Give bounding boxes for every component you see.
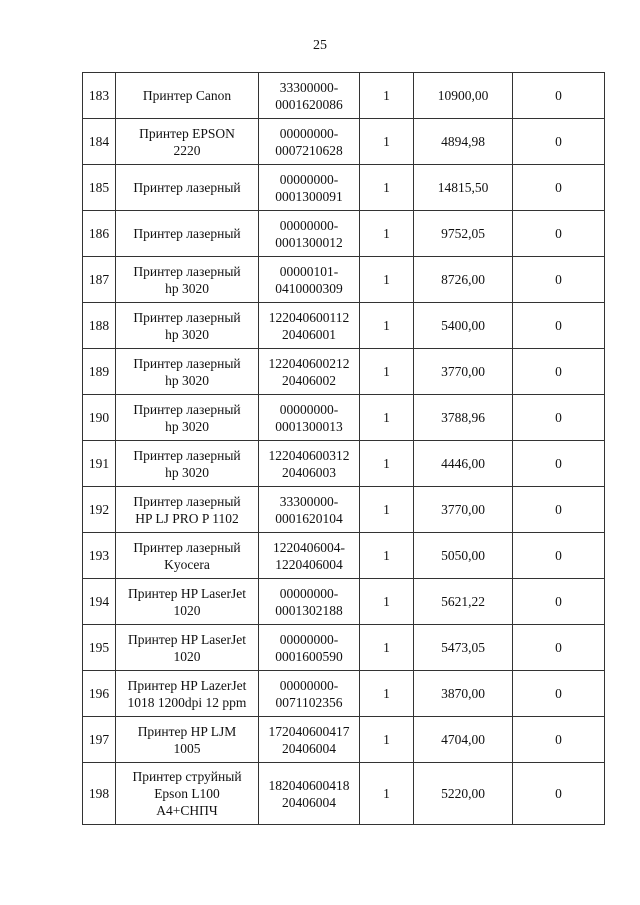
inventory-code-cell: 00000000- 0001600590: [259, 625, 360, 671]
inventory-code-cell: 33300000- 0001620104: [259, 487, 360, 533]
quantity-cell: 1: [360, 625, 414, 671]
row-number-cell: 196: [83, 671, 116, 717]
quantity-cell: 1: [360, 119, 414, 165]
table-row: [83, 73, 605, 119]
row-number-cell: 194: [83, 579, 116, 625]
cost-cell: 3770,00: [414, 487, 513, 533]
row-number-cell: 186: [83, 211, 116, 257]
table-row: [83, 349, 605, 395]
table-row: [83, 211, 605, 257]
inventory-code-cell: 00000101- 0410000309: [259, 257, 360, 303]
cost-cell: 4704,00: [414, 717, 513, 763]
quantity-cell: 1: [360, 671, 414, 717]
inventory-code-cell: 122040600112 20406001: [259, 303, 360, 349]
residual-value-cell: 0: [513, 165, 605, 211]
residual-value-cell: 0: [513, 441, 605, 487]
row-number-cell: 198: [83, 763, 116, 825]
item-name-cell: Принтер лазерный hp 3020: [116, 349, 259, 395]
residual-value-cell: 0: [513, 671, 605, 717]
inventory-code-cell: 122040600212 20406002: [259, 349, 360, 395]
residual-value-cell: 0: [513, 763, 605, 825]
residual-value-cell: 0: [513, 395, 605, 441]
page-number: 25: [313, 38, 327, 53]
table-row: [83, 625, 605, 671]
inventory-code-cell: 1220406004- 1220406004: [259, 533, 360, 579]
row-number-cell: 193: [83, 533, 116, 579]
quantity-cell: 1: [360, 349, 414, 395]
quantity-cell: 1: [360, 395, 414, 441]
item-name-cell: Принтер лазерный: [116, 165, 259, 211]
inventory-code-cell: 00000000- 0001300012: [259, 211, 360, 257]
inventory-code-cell: 182040600418 20406004: [259, 763, 360, 825]
table-row: [83, 257, 605, 303]
cost-cell: 5621,22: [414, 579, 513, 625]
row-number-cell: 195: [83, 625, 116, 671]
inventory-code-cell: 00000000- 0001300091: [259, 165, 360, 211]
row-number-cell: 190: [83, 395, 116, 441]
inventory-table-body: [83, 73, 605, 825]
residual-value-cell: 0: [513, 717, 605, 763]
table-row: [83, 717, 605, 763]
residual-value-cell: 0: [513, 579, 605, 625]
cost-cell: 4894,98: [414, 119, 513, 165]
item-name-cell: Принтер лазерный Kyocera: [116, 533, 259, 579]
inventory-code-cell: 122040600312 20406003: [259, 441, 360, 487]
table-row: [83, 303, 605, 349]
cost-cell: 5400,00: [414, 303, 513, 349]
item-name-cell: Принтер лазерный hp 3020: [116, 441, 259, 487]
residual-value-cell: 0: [513, 119, 605, 165]
item-name-cell: Принтер HP LaserJet 1020: [116, 625, 259, 671]
cost-cell: 14815,50: [414, 165, 513, 211]
inventory-code-cell: 00000000- 0007210628: [259, 119, 360, 165]
table-row: [83, 487, 605, 533]
item-name-cell: Принтер лазерный HP LJ PRO P 1102: [116, 487, 259, 533]
inventory-code-cell: 00000000- 0001302188: [259, 579, 360, 625]
residual-value-cell: 0: [513, 487, 605, 533]
inventory-code-cell: 172040600417 20406004: [259, 717, 360, 763]
row-number-cell: 197: [83, 717, 116, 763]
item-name-cell: Принтер HP LaserJet 1020: [116, 579, 259, 625]
cost-cell: 4446,00: [414, 441, 513, 487]
quantity-cell: 1: [360, 533, 414, 579]
table-row: [83, 165, 605, 211]
row-number-cell: 188: [83, 303, 116, 349]
item-name-cell: Принтер лазерный hp 3020: [116, 303, 259, 349]
quantity-cell: 1: [360, 73, 414, 119]
quantity-cell: 1: [360, 579, 414, 625]
item-name-cell: Принтер HP LJM 1005: [116, 717, 259, 763]
quantity-cell: 1: [360, 303, 414, 349]
cost-cell: 10900,00: [414, 73, 513, 119]
quantity-cell: 1: [360, 763, 414, 825]
residual-value-cell: 0: [513, 211, 605, 257]
quantity-cell: 1: [360, 211, 414, 257]
cost-cell: 3788,96: [414, 395, 513, 441]
quantity-cell: 1: [360, 441, 414, 487]
row-number-cell: 191: [83, 441, 116, 487]
residual-value-cell: 0: [513, 73, 605, 119]
item-name-cell: Принтер струйный Epson L100 A4+СНПЧ: [116, 763, 259, 825]
cost-cell: 3770,00: [414, 349, 513, 395]
cost-cell: 9752,05: [414, 211, 513, 257]
row-number-cell: 189: [83, 349, 116, 395]
residual-value-cell: 0: [513, 303, 605, 349]
item-name-cell: Принтер лазерный hp 3020: [116, 395, 259, 441]
quantity-cell: 1: [360, 717, 414, 763]
table-row: [83, 119, 605, 165]
cost-cell: 8726,00: [414, 257, 513, 303]
quantity-cell: 1: [360, 165, 414, 211]
row-number-cell: 184: [83, 119, 116, 165]
quantity-cell: 1: [360, 487, 414, 533]
item-name-cell: Принтер лазерный: [116, 211, 259, 257]
cost-cell: 5220,00: [414, 763, 513, 825]
residual-value-cell: 0: [513, 349, 605, 395]
item-name-cell: Принтер HP LazerJet 1018 1200dpi 12 ppm: [116, 671, 259, 717]
table-row: [83, 763, 605, 825]
table-row: [83, 395, 605, 441]
quantity-cell: 1: [360, 257, 414, 303]
residual-value-cell: 0: [513, 625, 605, 671]
table-row: [83, 441, 605, 487]
inventory-code-cell: 33300000- 0001620086: [259, 73, 360, 119]
inventory-table: [82, 72, 605, 825]
item-name-cell: Принтер EPSON 2220: [116, 119, 259, 165]
table-row: [83, 533, 605, 579]
table-row: [83, 671, 605, 717]
inventory-code-cell: 00000000- 0071102356: [259, 671, 360, 717]
item-name-cell: Принтер лазерный hp 3020: [116, 257, 259, 303]
cost-cell: 5473,05: [414, 625, 513, 671]
inventory-code-cell: 00000000- 0001300013: [259, 395, 360, 441]
row-number-cell: 183: [83, 73, 116, 119]
row-number-cell: 185: [83, 165, 116, 211]
cost-cell: 5050,00: [414, 533, 513, 579]
table-row: [83, 579, 605, 625]
residual-value-cell: 0: [513, 533, 605, 579]
cost-cell: 3870,00: [414, 671, 513, 717]
row-number-cell: 192: [83, 487, 116, 533]
row-number-cell: 187: [83, 257, 116, 303]
residual-value-cell: 0: [513, 257, 605, 303]
item-name-cell: Принтер Canon: [116, 73, 259, 119]
